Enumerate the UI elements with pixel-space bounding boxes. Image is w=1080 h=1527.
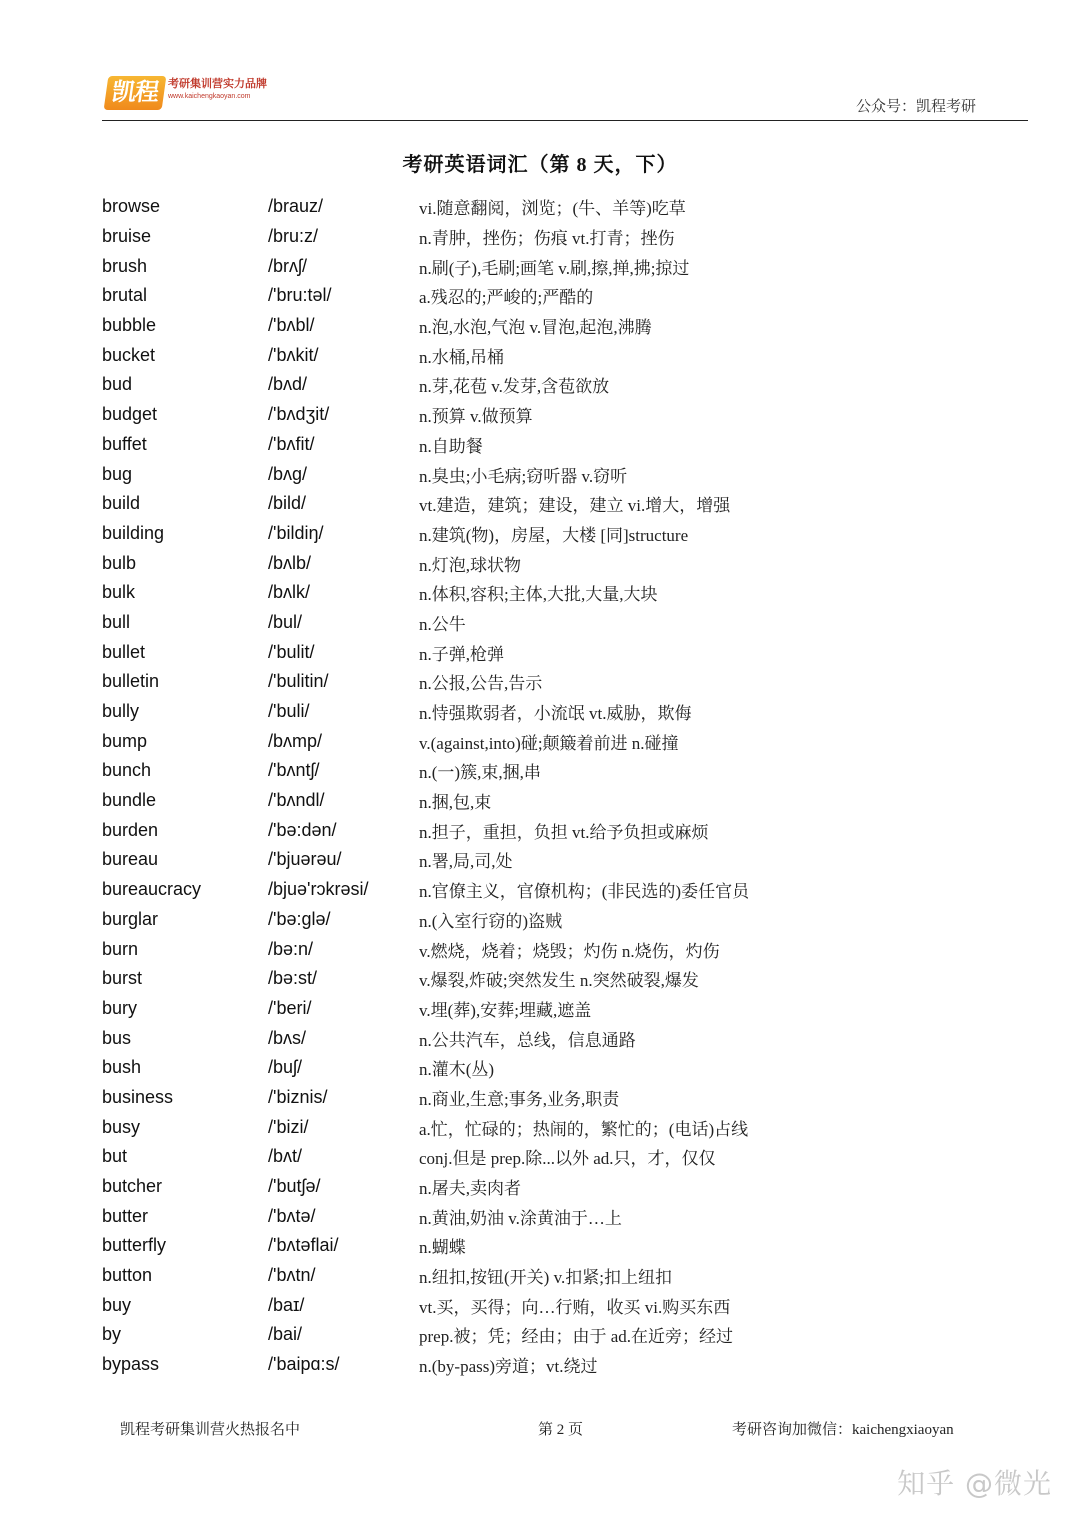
- vocab-word: build: [102, 493, 141, 514]
- vocab-word: bunch: [102, 760, 152, 781]
- vocab-row: [102, 905, 1002, 935]
- vocab-definition: n.建筑(物)，房屋，大楼 [同]structure: [419, 525, 689, 545]
- vocab-phonetic: /'bizi/: [268, 1116, 309, 1137]
- vocab-row: [102, 934, 1002, 964]
- vocab-definition: n.青肿，挫伤；伤痕 vt.打青；挫伤: [419, 229, 675, 249]
- logo-mark: 凯程: [104, 76, 167, 110]
- vocab-phonetic: /'bʌfit/: [268, 433, 315, 454]
- vocab-row: [102, 370, 1002, 400]
- vocab-word: bureau: [102, 849, 159, 870]
- vocab-word: bureaucracy: [102, 879, 202, 900]
- vocab-phonetic: /'bə:dən/: [268, 819, 337, 840]
- vocab-phonetic: /bʌlk/: [268, 582, 311, 603]
- vocab-phonetic: /'bulit/: [268, 641, 315, 662]
- vocab-phonetic: /bʌlb/: [268, 552, 312, 573]
- vocab-phonetic: /'butʃə/: [268, 1176, 321, 1197]
- vocab-row: [102, 340, 1002, 370]
- vocab-row: [102, 430, 1002, 460]
- vocab-word: bulletin: [102, 671, 160, 692]
- vocab-word: bus: [102, 1027, 132, 1048]
- vocab-row: [102, 756, 1002, 786]
- vocab-definition: n.刷(子),毛刷;画笔 v.刷,擦,掸,拂;掠过: [419, 258, 690, 278]
- vocab-definition: n.官僚主义，官僚机构；(非民选的)委任官员: [419, 882, 750, 902]
- vocab-word: bud: [102, 374, 133, 395]
- vocab-word: buy: [102, 1294, 132, 1315]
- vocab-definition: n.(入室行窃的)盗贼: [419, 911, 563, 931]
- vocab-phonetic: /'biznis/: [268, 1086, 328, 1107]
- vocab-definition: n.臭虫;小毛病;窃听器 v.窃听: [419, 466, 628, 486]
- vocab-row: [102, 964, 1002, 994]
- vocab-row: [102, 1023, 1002, 1053]
- logo-slogan: 考研集训营实力品牌: [168, 78, 267, 90]
- vocab-phonetic: /bʌmp/: [268, 730, 323, 751]
- vocab-phonetic: /bʌd/: [268, 374, 308, 395]
- vocab-word: bubble: [102, 315, 157, 336]
- vocab-phonetic: /'bə:glə/: [268, 908, 331, 929]
- logo-url: www.kaichengkaoyan.com: [168, 93, 251, 100]
- vocab-row: [102, 1231, 1002, 1261]
- vocab-word: bucket: [102, 344, 156, 365]
- vocab-row: [102, 786, 1002, 816]
- vocab-phonetic: /baɪ/: [268, 1294, 305, 1315]
- vocab-definition: a.忙，忙碌的；热闹的，繁忙的；(电话)占线: [419, 1119, 749, 1139]
- vocab-row: [102, 578, 1002, 608]
- vocab-definition: n.担子，重担，负担 vt.给予负担或麻烦: [419, 822, 709, 842]
- vocab-phonetic: /brʌʃ/: [268, 255, 308, 276]
- vocab-row: [102, 192, 1002, 222]
- vocab-definition: n.泡,水泡,气泡 v.冒泡,起泡,沸腾: [419, 318, 652, 338]
- vocab-phonetic: /'bʌbl/: [268, 315, 315, 336]
- vocab-word: by: [102, 1324, 122, 1345]
- vocab-definition: n.灌木(丛): [419, 1060, 495, 1080]
- vocab-definition: vt.建造，建筑；建设，建立 vi.增大，增强: [419, 496, 731, 516]
- vocab-word: butcher: [102, 1176, 163, 1197]
- vocab-definition: v.(against,into)碰;颠簸着前进 n.碰撞: [419, 733, 679, 753]
- vocab-row: [102, 489, 1002, 519]
- wechat-account: 公众号：凯程考研: [855, 99, 976, 115]
- vocab-phonetic: /'bʌndl/: [268, 790, 325, 811]
- vocab-definition: n.公牛: [419, 614, 466, 634]
- page-header: [102, 70, 1028, 121]
- vocab-row: [102, 1320, 1002, 1350]
- vocab-phonetic: /bai/: [268, 1324, 303, 1345]
- vocab-row: [102, 637, 1002, 667]
- vocab-definition: n.自助餐: [419, 436, 483, 456]
- vocab-word: brush: [102, 255, 148, 276]
- zhihu-watermark: 知乎 @微光: [897, 1467, 1052, 1500]
- vocab-row: [102, 1290, 1002, 1320]
- vocab-row: [102, 667, 1002, 697]
- vocab-definition: prep.被；凭；经由；由于 ad.在近旁；经过: [419, 1327, 734, 1347]
- vocab-definition: v.埋(葬),安葬;埋藏,遮盖: [419, 1000, 592, 1020]
- logo-text: [168, 76, 267, 101]
- vocab-definition: n.纽扣,按钮(开关) v.扣紧;扣上纽扣: [419, 1268, 672, 1288]
- vocab-word: bury: [102, 997, 138, 1018]
- vocab-row: [102, 519, 1002, 549]
- vocab-word: bull: [102, 611, 131, 632]
- vocab-definition: v.爆裂,炸破;突然发生 n.突然破裂,爆发: [419, 971, 699, 991]
- vocab-phonetic: /buʃ/: [268, 1057, 303, 1078]
- vocab-definition: a.残忍的;严峻的;严酷的: [419, 288, 594, 308]
- vocab-definition: n.屠夫,卖肉者: [419, 1179, 521, 1199]
- vocab-word: business: [102, 1086, 174, 1107]
- vocab-row: [102, 608, 1002, 638]
- vocab-phonetic: /bə:n/: [268, 938, 314, 959]
- vocab-word: building: [102, 522, 165, 543]
- vocab-phonetic: /'baipɑ:s/: [268, 1354, 340, 1375]
- vocab-phonetic: /'buli/: [268, 701, 310, 722]
- vocab-word: burglar: [102, 908, 159, 929]
- vocab-definition: n.署,局,司,处: [419, 852, 513, 872]
- vocab-word: burst: [102, 968, 143, 989]
- vocab-phonetic: /'bʌkit/: [268, 344, 319, 365]
- vocab-definition: n.灯泡,球状物: [419, 555, 521, 575]
- vocab-row: [102, 815, 1002, 845]
- vocab-row: [102, 222, 1002, 252]
- vocab-phonetic: /bild/: [268, 493, 307, 514]
- vocab-row: [102, 726, 1002, 756]
- vocab-word: burn: [102, 938, 139, 959]
- vocab-row: [102, 1083, 1002, 1113]
- vocab-word: bulk: [102, 582, 136, 603]
- vocab-row: [102, 1053, 1002, 1083]
- vocab-definition: n.公报,公告,告示: [419, 674, 543, 694]
- vocab-word: busy: [102, 1116, 141, 1137]
- vocab-phonetic: /'bjuərəu/: [268, 849, 342, 870]
- vocab-word: burden: [102, 819, 159, 840]
- vocab-definition: n.商业,生意;事务,业务,职责: [419, 1089, 620, 1109]
- vocab-row: [102, 845, 1002, 875]
- vocab-word: bush: [102, 1057, 142, 1078]
- vocab-phonetic: /bul/: [268, 611, 303, 632]
- vocab-phonetic: /bru:z/: [268, 226, 319, 247]
- vocab-phonetic: /'bildiŋ/: [268, 522, 324, 543]
- vocab-phonetic: /'bʌtə/: [268, 1205, 316, 1226]
- vocab-row: [102, 251, 1002, 281]
- vocab-phonetic: /bʌs/: [268, 1027, 307, 1048]
- vocab-word: bruise: [102, 226, 152, 247]
- vocab-word: button: [102, 1265, 153, 1286]
- vocab-word: bypass: [102, 1354, 160, 1375]
- vocab-definition: n.捆,包,束: [419, 793, 492, 813]
- vocab-word: bump: [102, 730, 148, 751]
- vocab-list: [102, 192, 1002, 1380]
- vocab-word: bundle: [102, 790, 157, 811]
- vocab-row: [102, 697, 1002, 727]
- vocab-word: butter: [102, 1205, 149, 1226]
- vocab-definition: vt.买，买得；向…行贿，收买 vi.购买东西: [419, 1297, 731, 1317]
- vocab-word: budget: [102, 404, 158, 425]
- vocab-word: bully: [102, 701, 140, 722]
- vocab-definition: n.预算 v.做预算: [419, 407, 533, 427]
- vocab-phonetic: /'bʌdʒit/: [268, 404, 330, 425]
- vocab-word: bug: [102, 463, 133, 484]
- vocab-definition: n.(一)簇,束,捆,串: [419, 763, 541, 783]
- vocab-row: [102, 1350, 1002, 1380]
- vocab-row: [102, 400, 1002, 430]
- footer-contact: 考研咨询加微信：kaichengxiaoyan: [732, 1422, 954, 1438]
- page-number: 第 2 页: [538, 1422, 584, 1438]
- vocab-definition: n.公共汽车，总线，信息通路: [419, 1030, 636, 1050]
- vocab-word: bullet: [102, 641, 146, 662]
- vocab-word: brutal: [102, 285, 148, 306]
- vocab-definition: v.燃烧，烧着；烧毁；灼伤 n.烧伤，灼伤: [419, 941, 720, 961]
- vocab-definition: n.恃强欺弱者，小流氓 vt.威胁，欺侮: [419, 704, 692, 724]
- page-title: 考研英语词汇（第 8 天，下）: [402, 154, 678, 176]
- vocab-row: [102, 548, 1002, 578]
- vocab-row: [102, 994, 1002, 1024]
- vocab-definition: n.蝴蝶: [419, 1238, 466, 1258]
- vocab-phonetic: /bʌg/: [268, 463, 308, 484]
- brand-logo: [106, 76, 267, 116]
- vocab-word: but: [102, 1146, 128, 1167]
- vocab-definition: n.黄油,奶油 v.涂黄油于…上: [419, 1208, 622, 1228]
- vocab-row: [102, 875, 1002, 905]
- vocab-row: [102, 1172, 1002, 1202]
- vocab-definition: n.(by-pass)旁道；vt.绕过: [419, 1357, 598, 1377]
- vocab-row: [102, 311, 1002, 341]
- vocab-definition: vi.随意翻阅，浏览；(牛、羊等)吃草: [419, 199, 686, 219]
- vocab-row: [102, 1261, 1002, 1291]
- vocab-definition: n.水桶,吊桶: [419, 347, 504, 367]
- vocab-row: [102, 281, 1002, 311]
- vocab-row: [102, 1142, 1002, 1172]
- vocab-definition: n.子弹,枪弹: [419, 644, 504, 664]
- vocab-row: [102, 1112, 1002, 1142]
- vocab-phonetic: /'bʌtn/: [268, 1265, 316, 1286]
- vocab-phonetic: /brauz/: [268, 196, 324, 217]
- vocab-phonetic: /'bʌtəflai/: [268, 1235, 339, 1256]
- vocab-phonetic: /bʌt/: [268, 1146, 303, 1167]
- vocab-definition: conj.但是 prep.除...以外 ad.只，才，仅仅: [419, 1149, 716, 1169]
- vocab-phonetic: /'bru:təl/: [268, 285, 332, 306]
- vocab-phonetic: /'bulitin/: [268, 671, 329, 692]
- vocab-phonetic: /'beri/: [268, 997, 312, 1018]
- footer-promo: 凯程考研集训营火热报名中: [120, 1422, 301, 1438]
- vocab-phonetic: /'bʌntʃ/: [268, 760, 320, 781]
- vocab-word: browse: [102, 196, 161, 217]
- vocab-word: butterfly: [102, 1235, 167, 1256]
- vocab-row: [102, 1201, 1002, 1231]
- vocab-word: buffet: [102, 433, 147, 454]
- vocab-row: [102, 459, 1002, 489]
- vocab-phonetic: /bə:st/: [268, 968, 318, 989]
- vocab-word: bulb: [102, 552, 137, 573]
- vocab-definition: n.体积,容积;主体,大批,大量,大块: [419, 585, 658, 605]
- vocab-definition: n.芽,花苞 v.发芽,含苞欲放: [419, 377, 610, 397]
- vocab-phonetic: /bjuə'rɔkrəsi/: [268, 879, 369, 900]
